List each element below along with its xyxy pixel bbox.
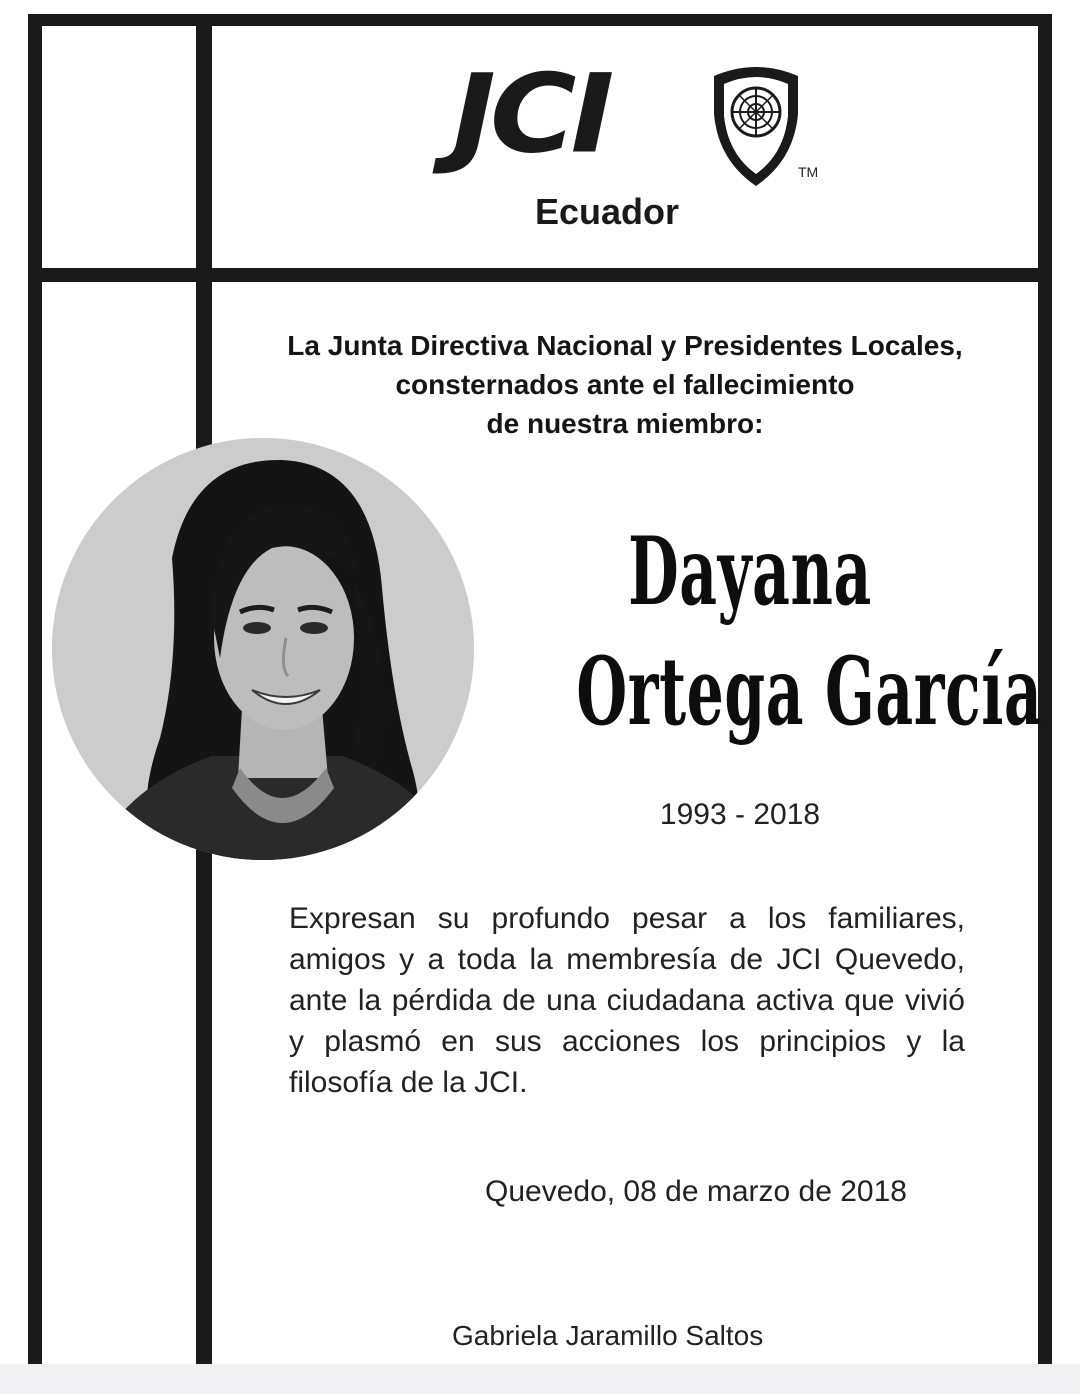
portrait-photo	[52, 438, 474, 860]
place-and-date: Quevedo, 08 de marzo de 2018	[485, 1175, 907, 1208]
last-names: Ortega García	[576, 637, 1043, 747]
viewer-bottom-bar	[0, 1364, 1080, 1394]
trademark-symbol: TM	[798, 164, 819, 180]
signature-name: Gabriela Jaramillo Saltos	[452, 1320, 764, 1351]
shield-globe-icon	[706, 62, 806, 190]
life-years: 1993 - 2018	[659, 798, 821, 831]
jci-logo	[452, 50, 832, 234]
condolence-message: Expresan su profundo pesar a los familiares, amigos y a toda la membresía de JCI Quevedo, ante la pérdida de una ciudadana activa que vivió y plasmó en sus acciones los principios y la filosofía de la JCI.	[289, 902, 965, 1099]
intro-text	[212, 326, 1038, 443]
intro-line-2: consternados ante el fallecimiento	[395, 369, 855, 400]
logo-brand-text: JCI	[452, 50, 609, 178]
intro-line-1: La Junta Directiva Nacional y Presidentes Locales,	[287, 330, 963, 361]
deceased-name	[470, 510, 1043, 754]
portrait-illustration	[52, 438, 474, 860]
first-name: Dayana	[628, 517, 872, 627]
intro-line-3: de nuestra miembro:	[486, 408, 764, 439]
frame-cell-top-left	[42, 26, 196, 268]
logo-country: Ecuador	[534, 191, 680, 232]
